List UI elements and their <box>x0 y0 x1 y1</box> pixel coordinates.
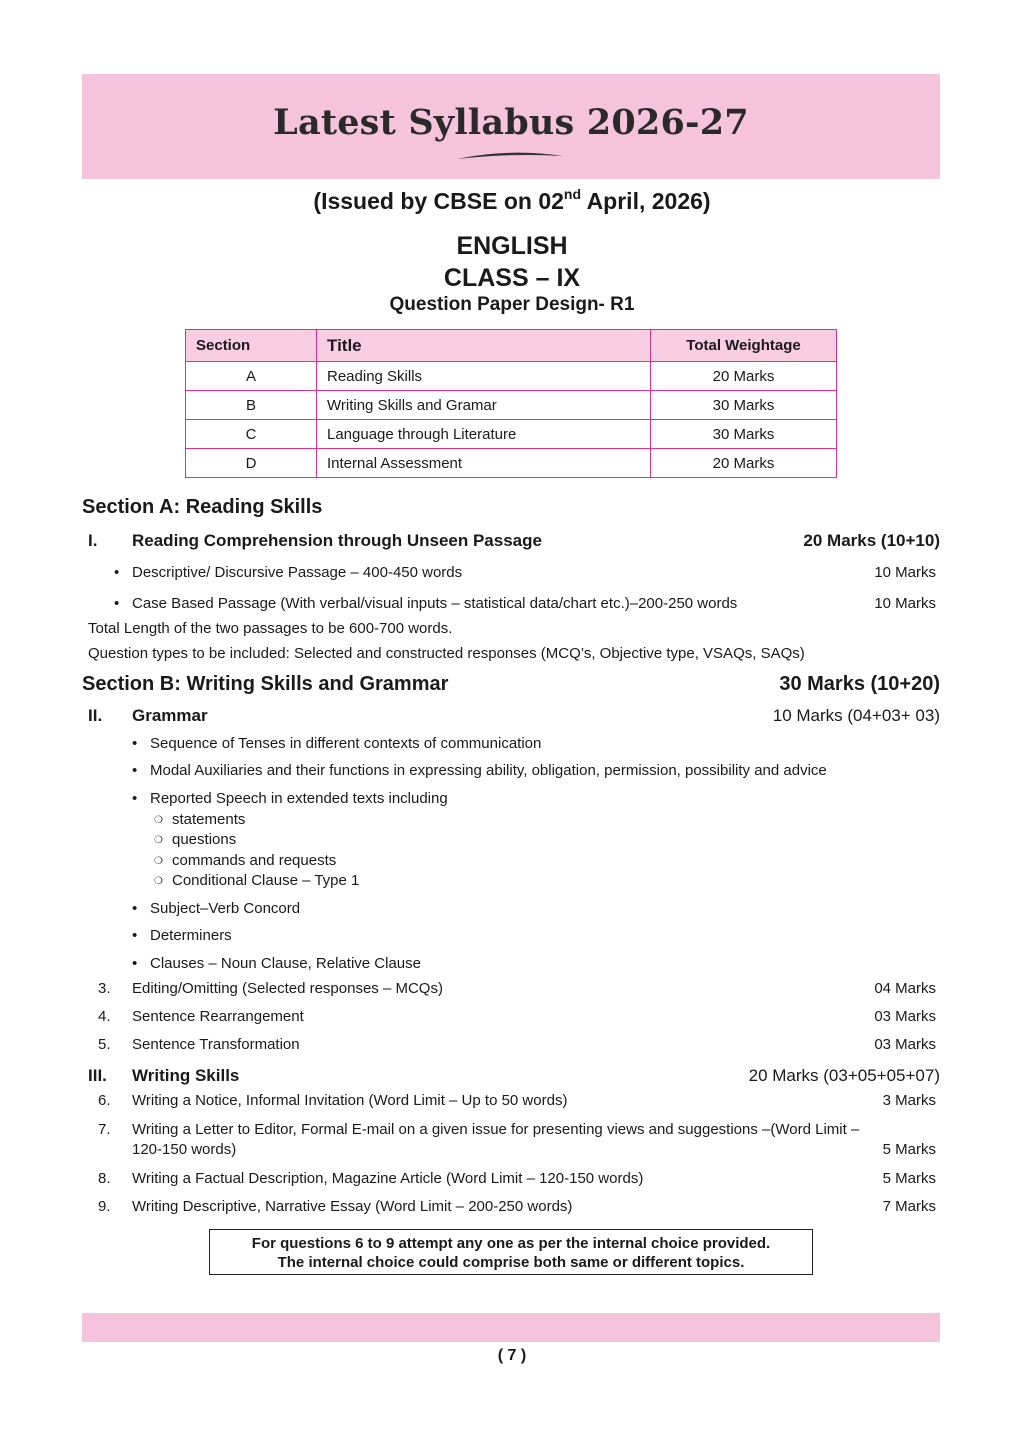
list-item: • Modal Auxiliaries and their functions in expressing ability, obligation, permission, possibility and advice <box>150 762 827 779</box>
table-cell: 20 Marks <box>651 449 837 478</box>
page-number: ( 7 ) <box>497 1347 527 1364</box>
note-line: For questions 6 to 9 attempt any one as per the internal choice provided. <box>251 1235 771 1252</box>
item-number: 5. <box>98 1036 111 1053</box>
table-cell: 30 Marks <box>651 420 837 449</box>
sub-list-item: ❍ commands and requests <box>172 852 336 869</box>
col-header: Section <box>186 330 317 362</box>
col-header: Total Weightage <box>651 330 837 362</box>
item-text: Writing a Letter to Editor, Formal E-mail on a given issue for presenting views and suggestions –(Word Limit – <box>132 1121 860 1138</box>
item-text: Editing/Omitting (Selected responses – MCQs) <box>132 980 443 997</box>
table-cell: B <box>186 391 317 420</box>
item-marks: 10 Marks (04+03+ 03) <box>772 706 940 725</box>
marks-label: 3 Marks <box>882 1092 936 1109</box>
section-a-heading: Section A: Reading Skills <box>82 496 323 518</box>
subject-name: ENGLISH <box>456 232 568 260</box>
item-number: III. <box>88 1066 107 1085</box>
note-text: Question types to be included: Selected and constructed responses (MCQ’s, Objective type, VSAQs, SAQs) <box>88 645 805 662</box>
col-header: Title <box>317 330 651 362</box>
issued-line: (Issued by CBSE on 02nd April, 2026) <box>313 186 711 214</box>
sub-list-item: ❍ questions <box>172 831 236 848</box>
list-item: • Sequence of Tenses in different contexts of communication <box>150 735 541 752</box>
item-title: Reading Comprehension through Unseen Passage <box>132 531 542 550</box>
table-cell: Internal Assessment <box>317 449 651 478</box>
item-number: 6. <box>98 1092 111 1109</box>
table-row <box>186 420 837 449</box>
section-b-marks: 30 Marks (10+20) <box>779 673 940 695</box>
marks-label: 10 Marks <box>874 564 936 581</box>
item-marks: 20 Marks (10+10) <box>803 531 940 550</box>
item-number: II. <box>88 706 103 725</box>
list-item: • Clauses – Noun Clause, Relative Clause <box>150 955 421 972</box>
marks-label: 5 Marks <box>882 1141 936 1158</box>
table-row <box>186 391 837 420</box>
marks-label: 03 Marks <box>874 1008 936 1025</box>
note-text: Total Length of the two passages to be 600-700 words. <box>88 620 453 637</box>
item-title: Writing Skills <box>132 1066 240 1085</box>
item-text: Writing a Notice, Informal Invitation (Word Limit – Up to 50 words) <box>132 1092 568 1109</box>
page-title: Latest Syllabus 2026-27 <box>273 102 749 143</box>
item-number: 7. <box>98 1121 111 1138</box>
item-number: 9. <box>98 1198 111 1215</box>
footer-band <box>82 1313 940 1342</box>
item-text-continued: 120-150 words) <box>132 1141 237 1158</box>
item-title: Grammar <box>132 706 208 725</box>
table-cell: C <box>186 420 317 449</box>
table-cell: Writing Skills and Gramar <box>317 391 651 420</box>
note-line: The internal choice could comprise both same or different topics. <box>277 1254 745 1271</box>
title-banner <box>82 74 940 179</box>
item-marks: 20 Marks (03+05+05+07) <box>748 1066 940 1085</box>
table-row <box>186 449 837 478</box>
table-cell: Language through Literature <box>317 420 651 449</box>
table-cell: Reading Skills <box>317 362 651 391</box>
item-text: Writing a Factual Description, Magazine Article (Word Limit – 120-150 words) <box>132 1170 644 1187</box>
table-cell: A <box>186 362 317 391</box>
marks-label: 10 Marks <box>874 595 936 612</box>
item-number: 8. <box>98 1170 111 1187</box>
design-table <box>185 329 837 478</box>
item-number: 3. <box>98 980 111 997</box>
item-text: Sentence Transformation <box>132 1036 300 1053</box>
table-header-row <box>186 330 837 362</box>
table-row <box>186 362 837 391</box>
table-cell: 20 Marks <box>651 362 837 391</box>
item-number: I. <box>88 531 98 550</box>
marks-label: 03 Marks <box>874 1036 936 1053</box>
marks-label: 04 Marks <box>874 980 936 997</box>
sub-list-item: ❍ statements <box>172 811 245 828</box>
marks-label: 5 Marks <box>882 1170 936 1187</box>
internal-choice-note <box>209 1229 813 1275</box>
list-item: • Subject–Verb Concord <box>150 900 300 917</box>
question-paper-design-title: Question Paper Design- R1 <box>389 294 635 315</box>
marks-label: 7 Marks <box>882 1198 936 1215</box>
subject-heading <box>0 230 1024 294</box>
table-cell: 30 Marks <box>651 391 837 420</box>
sub-list-item: ❍ Conditional Clause – Type 1 <box>172 872 359 889</box>
title-swoosh-decoration <box>455 150 565 162</box>
item-text: Sentence Rearrangement <box>132 1008 304 1025</box>
list-item: • Descriptive/ Discursive Passage – 400-450 words <box>132 564 462 581</box>
list-item: • Case Based Passage (With verbal/visual inputs – statistical data/chart etc.)–200-250 words <box>132 595 737 612</box>
list-item: • Reported Speech in extended texts including <box>150 790 448 807</box>
item-text: Writing Descriptive, Narrative Essay (Word Limit – 200-250 words) <box>132 1198 573 1215</box>
item-number: 4. <box>98 1008 111 1025</box>
list-item: • Determiners <box>150 927 232 944</box>
section-b-heading: Section B: Writing Skills and Grammar <box>82 673 449 695</box>
class-name: CLASS – IX <box>443 264 581 292</box>
table-cell: D <box>186 449 317 478</box>
